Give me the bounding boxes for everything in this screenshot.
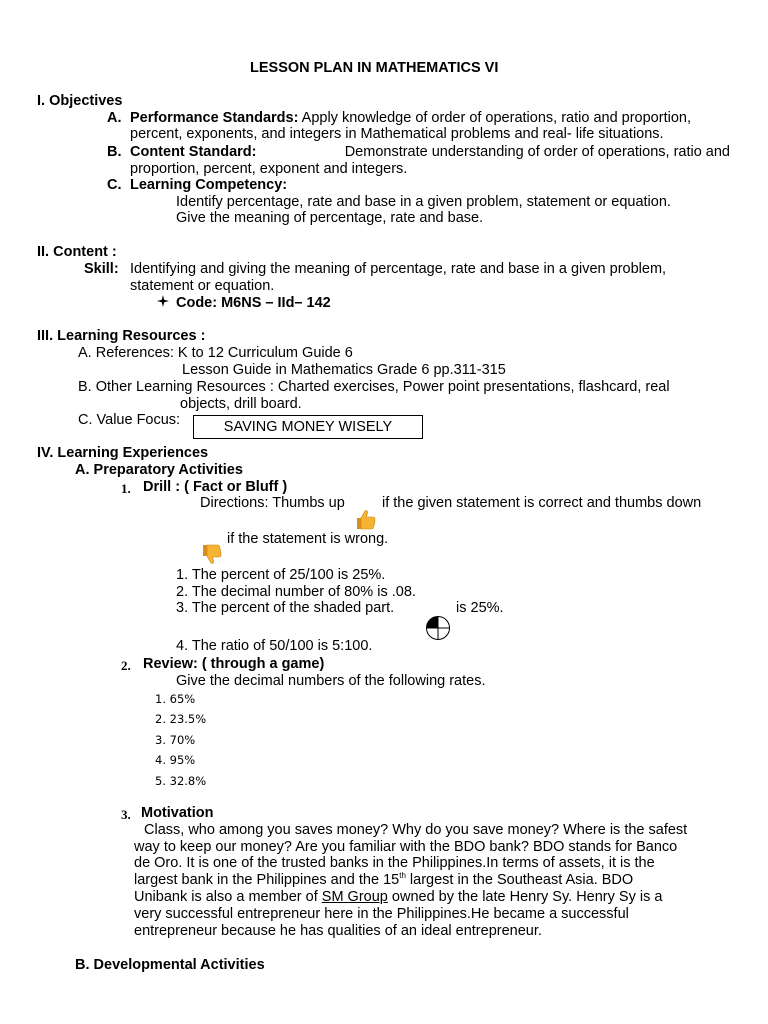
- review-item: 3. 70%: [155, 733, 196, 747]
- motivation-line5-b: owned by the late Henry Sy. Henry Sy is a: [387, 889, 663, 905]
- content-standard-text: Demonstrate understanding of order of operations, ratio and: [344, 144, 730, 160]
- review-number: 2.: [121, 658, 131, 673]
- skill-label: Skill:: [84, 261, 119, 277]
- motivation-line: very successful entrepreneur here in the Philippines.He became a successful: [134, 906, 629, 922]
- motivation-line4-a: largest bank in the Philippines and the 15: [134, 872, 400, 888]
- content-standard-label: Content Standard:: [130, 144, 257, 160]
- objective-b-line2: proportion, percent, exponent and integers.: [130, 161, 408, 177]
- motivation-line: de Oro. It is one of the trusted banks in the Philippines.In terms of assets, it is the: [134, 855, 655, 871]
- review-item: 1. 65%: [155, 692, 196, 706]
- motivation-line4-b: largest in the Southeast Asia. BDO: [405, 872, 634, 888]
- drill-item: 1. The percent of 25/100 is 25%.: [176, 567, 386, 583]
- content-heading: II. Content :: [37, 244, 117, 260]
- other-resources-line2: objects, drill board.: [180, 396, 302, 412]
- sm-group-link[interactable]: SM Group: [321, 889, 388, 905]
- code-line: Code: M6NS – IId– 142: [176, 295, 331, 311]
- drill-item3-suffix: is 25%.: [456, 600, 504, 616]
- review-item: 5. 32.8%: [155, 774, 207, 788]
- learning-competency-label: Learning Competency:: [130, 177, 288, 193]
- review-item: 2. 23.5%: [155, 712, 207, 726]
- value-focus-label: C. Value Focus:: [78, 412, 181, 428]
- value-focus-box: SAVING MONEY WISELY: [193, 415, 423, 439]
- developmental-heading: B. Developmental Activities: [75, 957, 265, 973]
- drill-item: 4. The ratio of 50/100 is 5:100.: [176, 638, 373, 654]
- motivation-line5-a: Unibank is also a member of: [134, 889, 322, 905]
- performance-standards-text: Apply knowledge of order of operations, ratio and proportion,: [301, 110, 691, 126]
- drill-title: Drill : ( Fact or Bluff ): [143, 479, 288, 495]
- objective-c-letter: C.: [107, 177, 122, 193]
- motivation-line: [134, 872, 633, 889]
- review-item: 4. 95%: [155, 753, 196, 767]
- review-instruction: Give the decimal numbers of the following rates.: [176, 673, 486, 689]
- objective-a-letter: A.: [107, 110, 122, 126]
- review-title: Review: ( through a game): [143, 656, 325, 672]
- directions-part1: Directions: Thumbs up: [200, 495, 345, 511]
- motivation-number: 3.: [121, 807, 131, 822]
- preparatory-heading: A. Preparatory Activities: [75, 462, 243, 478]
- objective-a-line2: percent, exponents, and integers in Mathematical problems and real- life situations.: [130, 126, 664, 142]
- performance-standards-label: Performance Standards:: [130, 110, 299, 126]
- ordinal-suffix: th: [399, 871, 406, 881]
- resources-heading: III. Learning Resources :: [37, 328, 206, 344]
- objective-b-line1: [130, 144, 730, 161]
- motivation-line: entrepreneur because he has qualities of an ideal entrepreneur.: [134, 923, 542, 939]
- directions-part3: if the statement is wrong.: [227, 531, 389, 547]
- competency-line1: Identify percentage, rate and base in a given problem, statement or equation.: [176, 194, 671, 210]
- objective-b-letter: B.: [107, 144, 122, 160]
- competency-line2: Give the meaning of percentage, rate and base.: [176, 210, 484, 226]
- objectives-heading: I. Objectives: [37, 93, 123, 109]
- diamond-bullet-icon: [157, 295, 169, 313]
- skill-line1: Identifying and giving the meaning of percentage, rate and base in a given problem,: [130, 261, 667, 277]
- drill-item: 3. The percent of the shaded part.: [176, 600, 395, 616]
- objective-a-line1: [130, 110, 691, 127]
- skill-line2: statement or equation.: [130, 278, 275, 294]
- motivation-line: way to keep our money? Are you familiar with the BDO bank? BDO stands for Banco: [134, 839, 678, 855]
- quarter-shaded-circle-icon: [424, 615, 452, 646]
- experiences-heading: IV. Learning Experiences: [37, 445, 209, 461]
- drill-number: 1.: [121, 481, 131, 496]
- other-resources-line1: B. Other Learning Resources : Charted exercises, Power point presentations, flashcard, real: [78, 379, 670, 395]
- drill-item: 2. The decimal number of 80% is .08.: [176, 584, 416, 600]
- directions-part2: if the given statement is correct and thumbs down: [382, 495, 702, 511]
- references-line1: A. References: K to 12 Curriculum Guide 6: [78, 345, 353, 361]
- motivation-title: Motivation: [141, 805, 214, 821]
- references-line2: Lesson Guide in Mathematics Grade 6 pp.311-315: [182, 362, 506, 378]
- motivation-line: Class, who among you saves money? Why do you save money? Where is the safest: [144, 822, 688, 838]
- motivation-line: [134, 889, 662, 906]
- page-title: LESSON PLAN IN MATHEMATICS VI: [250, 60, 499, 76]
